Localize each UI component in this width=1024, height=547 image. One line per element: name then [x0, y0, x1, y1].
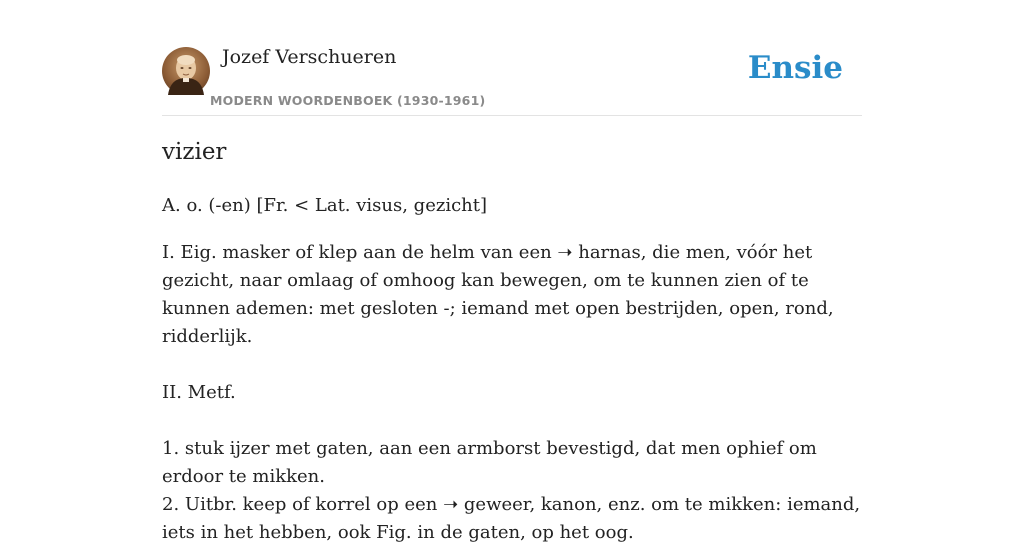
page — [162, 0, 862, 543]
sub-sense-2 — [162, 491, 862, 547]
entry-definition — [162, 192, 862, 547]
brand-logo[interactable]: Ensie — [747, 50, 843, 86]
sense-1-text-before: I. Eig. masker of klep aan de helm van een — [162, 242, 558, 263]
sub-sense-1: 1. stuk ijzer met gaten, aan een armborst bevestigd, dat men ophief om erdoor te mikken. — [162, 438, 817, 487]
sub-sense-2-text-after: , kanon, enz. om te mikken: iemand, iets in het hebben, ook Fig. in de gaten, op het oog. — [162, 494, 861, 543]
sense-1-text-after: , die men, vóór het gezicht, naar omlaag of omhoog kan bewegen, om te kunnen zien of te kunnen ademen: met gesloten -; iemand met open bestrijden, open, rond, ridderlijk. — [162, 242, 834, 347]
author-avatar[interactable] — [162, 47, 210, 95]
sub-sense-2-text-before: 2. Uitbr. keep of korrel op een — [162, 494, 444, 515]
header — [162, 0, 862, 116]
portrait-icon — [162, 47, 210, 95]
sense-1 — [162, 239, 862, 351]
sense-2-heading: II. Metf. — [162, 382, 236, 403]
entry-headword: vizier — [162, 139, 227, 165]
source-dictionary[interactable]: MODERN WOORDENBOEK (1930-1961) — [210, 93, 486, 108]
entry-grammar: A. o. (-en) [Fr. < Lat. visus, gezicht] — [162, 195, 488, 216]
author-name[interactable]: Jozef Verschueren — [222, 46, 397, 68]
link-harnas[interactable]: ➝ harnas — [557, 242, 641, 263]
link-geweer[interactable]: ➝ geweer — [443, 494, 530, 515]
